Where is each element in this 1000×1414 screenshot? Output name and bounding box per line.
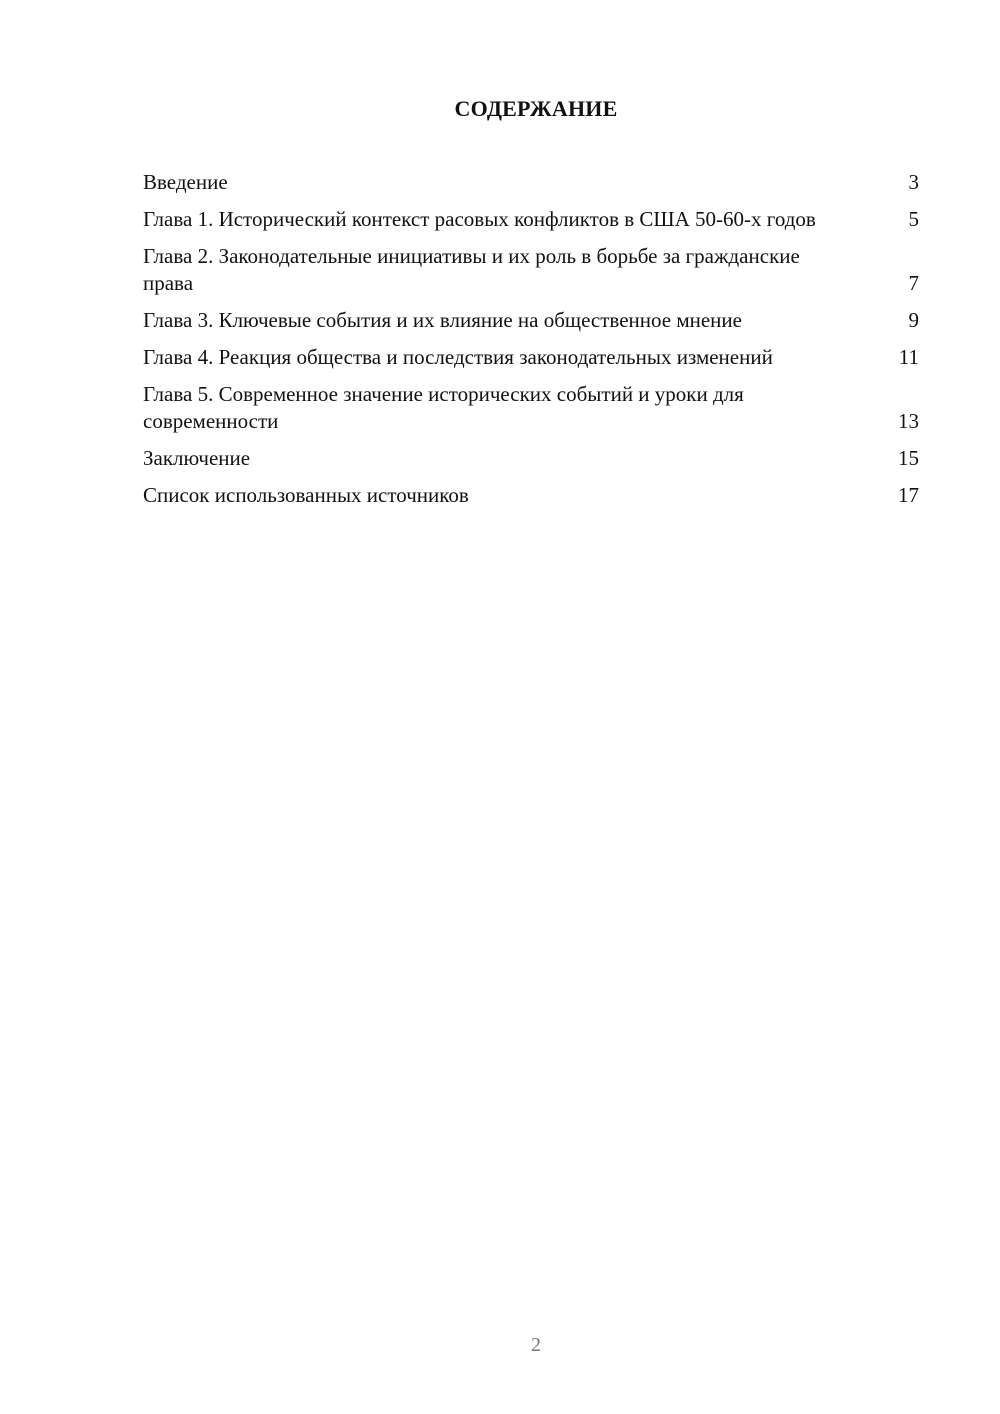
toc-entry-page: 13: [898, 409, 919, 433]
toc-entry-label: Глава 1. Исторический контекст расовых конфликтов в США 50-60-х годов: [143, 207, 816, 231]
toc-entry-page: 17: [898, 483, 919, 507]
toc-entry: [143, 243, 919, 297]
table-of-contents: [143, 169, 919, 519]
toc-entry: [143, 445, 919, 472]
toc-entry-page: 11: [898, 345, 919, 369]
toc-entry-label: Глава 3. Ключевые события и их влияние на общественное мнение: [143, 308, 742, 332]
toc-entry-page: 9: [908, 308, 919, 332]
toc-entry-label: Список использованных источников: [143, 483, 469, 507]
toc-entry: [143, 169, 919, 196]
toc-entry-page: 7: [908, 271, 919, 295]
toc-title: СОДЕРЖАНИЕ: [454, 96, 618, 121]
toc-entry-label: Глава 2. Законодательные инициативы и их роль в борьбе за гражданские права: [143, 244, 800, 295]
toc-entry-label: Глава 4. Реакция общества и последствия законодательных изменений: [143, 345, 773, 369]
toc-entry: [143, 381, 919, 435]
toc-entry-label: Глава 5. Современное значение исторических событий и уроки для современности: [143, 382, 744, 433]
toc-entry-label: Введение: [143, 170, 228, 194]
toc-entry: [143, 307, 919, 334]
toc-entry-page: 5: [908, 207, 919, 231]
toc-entry: [143, 206, 919, 233]
toc-entry: [143, 482, 919, 509]
toc-entry-page: 15: [898, 446, 919, 470]
toc-entry-page: 3: [908, 170, 919, 194]
toc-entry: [143, 344, 919, 371]
page-number: 2: [531, 1334, 541, 1356]
toc-entry-label: Заключение: [143, 446, 251, 470]
